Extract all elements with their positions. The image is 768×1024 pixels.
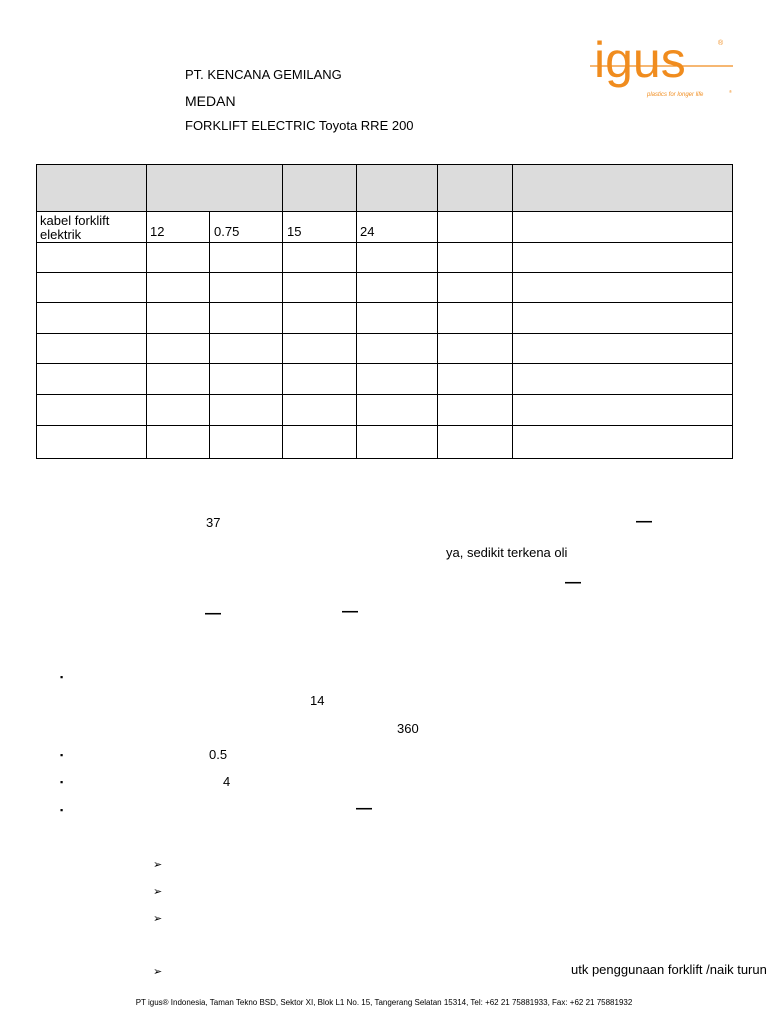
table-header-row xyxy=(37,165,732,212)
table-col-divider xyxy=(146,165,147,458)
dash-mark: — xyxy=(636,513,652,530)
cell-item-line1: kabel forklift xyxy=(40,213,110,228)
cell-item-line2: elektrik xyxy=(40,227,82,242)
table-col-divider xyxy=(282,165,283,458)
dash-mark: — xyxy=(565,574,581,591)
cell-value: 15 xyxy=(287,224,302,239)
value-37: 37 xyxy=(206,515,221,530)
dash-mark: — xyxy=(205,605,221,622)
bullet-square: ▪ xyxy=(60,750,64,760)
subject-line: FORKLIFT ELECTRIC Toyota RRE 200 xyxy=(185,118,414,133)
table-row-divider xyxy=(37,242,732,243)
company-name: PT. KENCANA GEMILANG xyxy=(185,67,342,82)
table-row-divider xyxy=(37,333,732,334)
logo-wordmark: igus xyxy=(594,33,686,88)
cell-value: 12 xyxy=(150,224,165,239)
arrow-bullet-icon: ➢ xyxy=(153,859,163,871)
table-row-divider xyxy=(37,302,732,303)
table-col-divider xyxy=(356,165,357,458)
table-col-divider xyxy=(437,165,438,458)
dash-mark: — xyxy=(356,800,372,817)
oil-note: ya, sedikit terkena oli xyxy=(446,545,568,560)
value-4: 4 xyxy=(223,774,231,789)
dash-mark: — xyxy=(342,603,358,620)
logo-tagline: plastics for longer life xyxy=(647,92,704,98)
value-360: 360 xyxy=(397,721,419,736)
table-row-divider xyxy=(37,211,732,212)
value-14: 14 xyxy=(310,693,325,708)
cell-value: 0.75 xyxy=(214,224,240,239)
usage-note: utk penggunaan forklift /naik turun xyxy=(571,962,767,977)
table-col-divider xyxy=(512,165,513,458)
table-row-divider xyxy=(37,394,732,395)
bullet-square: ▪ xyxy=(60,777,64,787)
igus-logo xyxy=(588,33,738,107)
logo-tagline-mark: ® xyxy=(729,89,732,94)
table-row-divider xyxy=(37,425,732,426)
data-table xyxy=(36,164,733,459)
cell-value: 24 xyxy=(360,224,375,239)
arrow-bullet-icon: ➢ xyxy=(153,913,163,925)
bullet-square: ▪ xyxy=(60,805,64,815)
table-row-divider xyxy=(37,272,732,273)
bullet-square: ▪ xyxy=(60,672,64,682)
logo-registered-mark: ® xyxy=(718,40,724,47)
table-row-divider xyxy=(37,363,732,364)
page-footer: PT igus® Indonesia, Taman Tekno BSD, Sektor XI, Blok L1 No. 15, Tangerang Selatan 15314, Tel: +62 21 75881933, Fax: +62 21 75881932 xyxy=(135,998,633,1007)
table-col-divider xyxy=(209,211,210,458)
arrow-bullet-icon: ➢ xyxy=(153,886,163,898)
arrow-bullet-icon: ➢ xyxy=(153,966,163,978)
value-0-5: 0.5 xyxy=(209,747,228,762)
company-city: MEDAN xyxy=(185,93,236,109)
